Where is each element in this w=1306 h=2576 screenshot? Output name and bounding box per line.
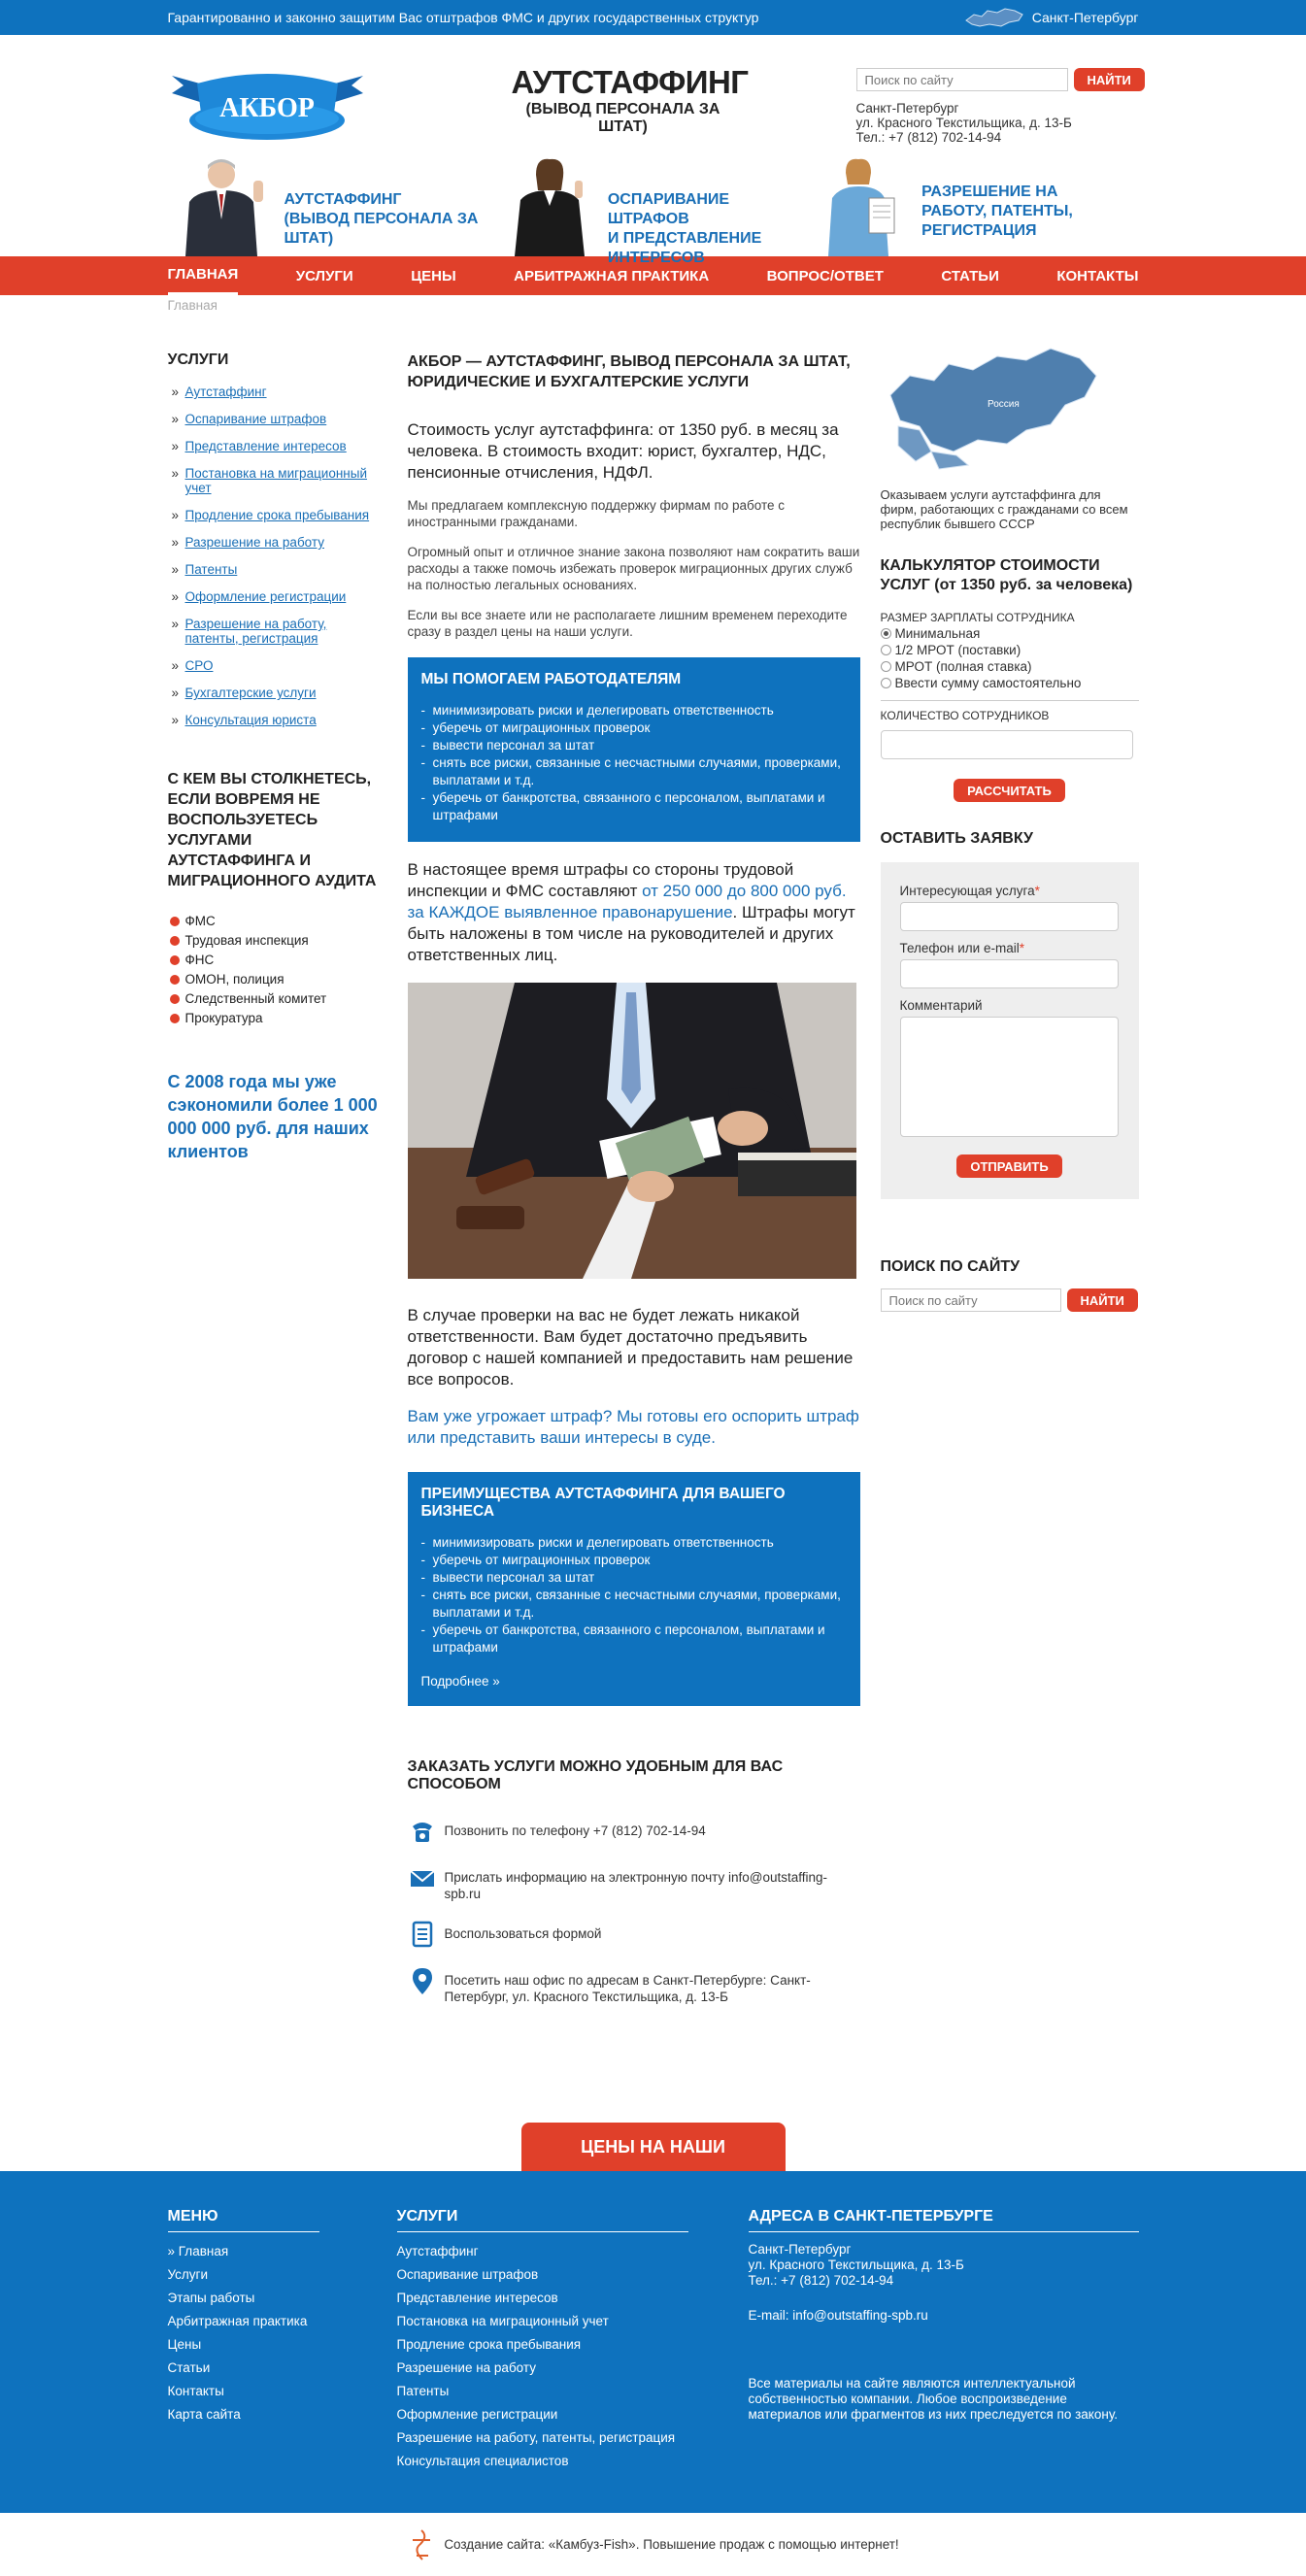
map-label: Россия <box>987 399 1020 410</box>
services-heading: УСЛУГИ <box>167 351 229 368</box>
list-item: Следственный комитет <box>168 991 382 1006</box>
banners <box>0 151 1306 266</box>
location-pin-icon <box>408 1966 437 1995</box>
footer <box>0 2171 1306 2513</box>
credits-text: : «Камбуз-Fish». Повышение продаж с помощью интернет! <box>541 2537 899 2552</box>
agencies-list <box>168 914 382 1025</box>
court-representation-link[interactable]: представить ваши интересы в суде <box>440 1428 712 1447</box>
footer-addr-line: Тел.: +7 (812) 702-14-94 <box>748 2273 894 2288</box>
footer-copyright: Все материалы на сайте являются интеллектуальной собственностью компании. Любое воспроизведение материалов или фрагментов из них преследуется по закону. <box>748 2376 1118 2422</box>
order-methods <box>408 1817 860 2005</box>
order-heading: ЗАКАЗАТЬ УСЛУГИ МОЖНО УДОБНЫМ ДЛЯ ВАС СПОСОБОМ <box>407 1758 784 1792</box>
employee-count-label: КОЛИЧЕСТВО СОТРУДНИКОВ <box>880 709 1050 722</box>
order-email <box>408 1863 860 1902</box>
list-item <box>168 412 382 426</box>
order-text: Позвонить по телефону +7 (812) 702-14-94 <box>444 1823 706 1838</box>
judge-woman-image <box>501 151 608 256</box>
threat-text: . <box>711 1428 716 1447</box>
sidebar-search-input[interactable] <box>881 1288 1061 1312</box>
list-item <box>168 535 382 550</box>
salary-option[interactable] <box>881 643 1139 657</box>
site-search-heading: ПОИСК ПО САЙТУ <box>880 1258 1021 1275</box>
threat-paragraph <box>408 1406 860 1449</box>
threat-text: Вам уже угрожает штраф? Мы готовы его <box>407 1407 732 1425</box>
nav-services[interactable]: УСЛУГИ <box>295 267 353 284</box>
main-nav <box>0 256 1306 295</box>
radio-button[interactable] <box>881 678 891 688</box>
footer-services-heading: УСЛУГИ <box>397 2208 688 2232</box>
service-link[interactable]: Оспаривание штрафов <box>184 412 327 426</box>
footer-addr-line: Санкт-Петербург <box>748 2242 852 2257</box>
footer-email[interactable]: E-mail: info@outstaffing-spb.ru <box>748 2308 928 2323</box>
contact-label-text: Телефон или e-mail <box>899 941 1020 955</box>
required-mark: * <box>1034 884 1040 898</box>
banner-line: (ВЫВОД ПЕРСОНАЛА ЗА ШТАТ) <box>284 211 479 247</box>
list-item: - вывести персонал за штат <box>421 1569 847 1587</box>
list-item: - минимизировать риски и делегировать ответственность <box>421 702 847 719</box>
service-link[interactable]: Аутстаффинг <box>184 385 267 399</box>
footer-link[interactable]: » Главная <box>167 2244 229 2258</box>
search-button[interactable]: НАЙТИ <box>1074 68 1145 91</box>
sidebar-search <box>881 1288 1139 1312</box>
service-link[interactable]: Представление интересов <box>184 439 347 453</box>
service-label-text: Интересующая услуга <box>899 884 1035 898</box>
radio-button[interactable] <box>881 628 891 639</box>
footer-link[interactable]: Статьи <box>167 2360 211 2375</box>
banner-outstaffing-text <box>285 190 491 249</box>
banner-line: И ПРЕДСТАВЛЕНИЕ ИНТЕРЕСОВ <box>607 230 762 266</box>
header-search <box>856 68 1145 91</box>
service-link[interactable]: Продление срока пребывания <box>184 508 370 522</box>
order-office <box>408 1966 860 2005</box>
footer-addresses <box>749 2208 1139 2473</box>
calculator-heading: КАЛЬКУЛЯТОР СТОИМОСТИ УСЛУГ (от 1350 руб. за человека) <box>880 557 1133 593</box>
judge-bribe-photo <box>408 983 856 1279</box>
list-item: Трудовая инспекция <box>168 933 382 948</box>
salary-label: РАЗМЕР ЗАРПЛАТЫ СОТРУДНИКА <box>880 611 1075 624</box>
contact-field[interactable] <box>900 959 1119 988</box>
footer-services <box>397 2208 688 2473</box>
list-item: ФНС <box>168 953 382 967</box>
inspection-paragraph: В случае проверки на вас не будет лежать никакой ответственности. Вам будет достаточно предъявить договор с нашей компанией и предоставить нам решение все вопросов. <box>407 1306 854 1388</box>
footer-link[interactable]: Аутстаффинг <box>396 2244 479 2258</box>
contact-city: Санкт-Петербург <box>855 101 959 116</box>
footer-link[interactable]: Контакты <box>167 2384 224 2398</box>
envelope-icon <box>408 1863 437 1892</box>
prices-button[interactable]: ЦЕНЫ НА НАШИ <box>521 2123 786 2171</box>
footer-link[interactable]: Представление интересов <box>396 2291 558 2305</box>
advantages-title: ПРЕИМУЩЕСТВА АУТСТАФФИНГА ДЛЯ ВАШЕГО БИЗНЕСА <box>420 1486 786 1520</box>
footer-link[interactable]: Разрешение на работу <box>396 2360 536 2375</box>
order-text: Воспользоваться формой <box>444 1926 602 1941</box>
radio-label: МРОТ (полная ставка) <box>894 659 1032 674</box>
footer-link[interactable]: Арбитражная практика <box>167 2314 308 2328</box>
site-title-block <box>511 64 749 136</box>
banner-outstaffing[interactable] <box>168 151 491 256</box>
footer-link[interactable]: Постановка на миграционный учет <box>396 2314 609 2328</box>
footer-link[interactable]: Разрешение на работу, патенты, регистрация <box>396 2430 676 2445</box>
right-sidebar <box>881 329 1139 2023</box>
order-text: Посетить наш офис по адресам в Санкт-Петербурге: Санкт-Петербург, ул. Красного Текстильщика, д. 13-Б <box>444 1973 811 2004</box>
list-item <box>168 686 382 700</box>
services-list <box>168 385 382 727</box>
service-link[interactable]: Патенты <box>184 562 238 577</box>
experience-paragraph: Огромный опыт и отличное знание закона позволяют нам сократить ваши расходы а также помочь избежать проверок миграционных других служб на полностью легальных основаниях. <box>407 545 860 592</box>
city-label[interactable]: Санкт-Петербург <box>1031 10 1139 25</box>
akbor-logo[interactable] <box>168 64 367 144</box>
footer-menu <box>168 2208 319 2473</box>
banner-permits[interactable] <box>815 151 1138 256</box>
service-link[interactable]: Постановка на миграционный учет <box>184 466 368 495</box>
fines-text: . Штрафы могут быть наложены в том числе на руководителей и других ответственных лиц. <box>407 903 855 964</box>
advantages-box <box>408 1472 860 1706</box>
list-item <box>168 439 382 453</box>
footer-link[interactable]: Услуги <box>167 2267 209 2282</box>
calculate-button[interactable]: РАССЧИТАТЬ <box>954 779 1065 802</box>
footer-link[interactable]: Цены <box>167 2337 202 2352</box>
left-sidebar <box>168 329 382 2023</box>
footer-link[interactable]: Оспаривание штрафов <box>396 2267 539 2282</box>
agencies-heading: С КЕМ ВЫ СТОЛКНЕТЕСЬ, ЕСЛИ ВОВРЕМЯ НЕ ВОСПОЛЬЗУЕТЕСЬ УСЛУГАМИ АУТСТАФФИНГА И МИГРАЦИОННОГО АУДИТА <box>167 771 377 889</box>
city-selector[interactable] <box>964 5 1139 30</box>
banner-permits-text <box>921 183 1073 241</box>
list-item: ФМС <box>168 914 382 928</box>
banner-line: ОСПАРИВАНИЕ ШТРАФОВ <box>607 191 730 227</box>
footer-link[interactable]: Этапы работы <box>167 2291 255 2305</box>
list-item: - снять все риски, связанные с несчастными случаями, проверками, выплатами и т.д. <box>421 1587 847 1622</box>
request-heading: ОСТАВИТЬ ЗАЯВКУ <box>880 830 1033 847</box>
map-caption: Оказываем услуги аутстаффинга для фирм, работающих с гражданами со всем республик бывшего СССР <box>880 487 1128 531</box>
woman-clipboard-image <box>815 151 921 256</box>
dispute-fine-link[interactable]: оспорить штраф <box>731 1407 859 1425</box>
top-bar <box>0 0 1306 35</box>
list-item: - минимизировать риски и делегировать ответственность <box>421 1534 847 1552</box>
help-box <box>408 657 860 842</box>
salary-option[interactable] <box>881 676 1139 690</box>
list-item <box>168 466 382 495</box>
employee-count-input[interactable] <box>881 730 1133 759</box>
list-item: - уберечь от миграционных проверок <box>421 1552 847 1569</box>
footer-link[interactable]: Карта сайта <box>167 2407 241 2422</box>
nav-faq[interactable]: ВОПРОС/ОТВЕТ <box>766 267 884 284</box>
divider <box>881 700 1139 701</box>
list-item: - снять все риски, связанные с несчастными случаями, проверками, выплатами и т.д. <box>421 754 847 789</box>
fines-paragraph <box>408 859 860 966</box>
service-link[interactable]: Разрешение на работу, патенты, регистрация <box>184 617 327 646</box>
russia-map-image <box>881 337 1104 473</box>
list-item: Прокуратура <box>168 1011 382 1025</box>
help-list <box>421 702 847 824</box>
service-link[interactable]: Оформление регистрации <box>184 589 347 604</box>
bottom-credits <box>0 2513 1306 2576</box>
banner-line: РЕГИСТРАЦИЯ <box>921 222 1037 239</box>
banner-line: РАБОТУ, ПАТЕНТЫ, <box>921 203 1073 219</box>
nav-articles[interactable]: СТАТЬИ <box>941 267 999 284</box>
savings-promo: С 2008 года мы уже сэкономили более 1 000 000 000 руб. для наших клиентов <box>167 1072 378 1161</box>
contact-phone: Тел.: +7 (812) 702-14-94 <box>855 130 1002 145</box>
banner-fines[interactable] <box>491 151 815 266</box>
search-input[interactable] <box>856 68 1068 91</box>
service-field-label <box>900 884 1120 898</box>
russia-map-icon <box>964 5 1024 30</box>
list-item: - уберечь от банкротства, связанного с персоналом, выплатами и штрафами <box>421 789 847 824</box>
help-box-title: МЫ ПОМОГАЕМ РАБОТОДАТЕЛЯМ <box>420 671 682 687</box>
more-link[interactable]: Подробнее » <box>420 1674 500 1689</box>
list-item <box>168 658 382 673</box>
service-field[interactable] <box>900 902 1119 931</box>
footer-menu-heading: МЕНЮ <box>168 2208 319 2232</box>
salary-option[interactable] <box>881 659 1139 674</box>
order-phone <box>408 1817 860 1846</box>
list-item <box>168 713 382 727</box>
comment-field-label: Комментарий <box>899 998 983 1013</box>
site-subtitle: (ВЫВОД ПЕРСОНАЛА ЗА ШТАТ) <box>525 101 720 135</box>
radio-label: Минимальная <box>894 626 981 641</box>
contact-field-label <box>900 941 1120 955</box>
list-item <box>168 508 382 522</box>
phone-icon <box>408 1817 437 1846</box>
radio-label: Ввести сумму самостоятельно <box>894 676 1082 690</box>
footer-link[interactable]: Продление срока пребывания <box>396 2337 582 2352</box>
businessman-image <box>168 151 275 256</box>
service-link[interactable]: СРО <box>184 658 214 673</box>
price-lead: Стоимость услуг аутстаффинга: от 1350 руб. в месяц за человека. В стоимость входит: юрист, бухгалтер, НДС, пенсионные отчисления, НДФЛ. <box>407 420 839 482</box>
breadcrumb[interactable]: Главная <box>167 298 218 313</box>
logo-text: АКБОР <box>218 93 315 123</box>
footer-link[interactable]: Оформление регистрации <box>396 2407 558 2422</box>
list-item: ОМОН, полиция <box>168 972 382 987</box>
banner-line: РАЗРЕШЕНИЕ НА <box>921 184 1058 200</box>
salary-option[interactable] <box>881 626 1139 641</box>
footer-link[interactable]: Консультация специалистов <box>396 2454 569 2468</box>
order-text: Прислать информацию на электронную почту info@outstaffing-spb.ru <box>444 1870 828 1901</box>
footer-link[interactable]: Патенты <box>396 2384 450 2398</box>
contact-address: ул. Красного Текстильщика, д. 13-Б <box>855 116 1072 130</box>
service-link[interactable]: Бухгалтерские услуги <box>184 686 317 700</box>
footer-addr-line: ул. Красного Текстильщика, д. 13-Б <box>748 2258 964 2272</box>
nav-contacts[interactable]: КОНТАКТЫ <box>1056 267 1139 284</box>
form-icon <box>408 1920 437 1949</box>
radio-label: 1/2 МРОТ (поставки) <box>894 643 1021 657</box>
threat-text: или <box>407 1428 441 1447</box>
send-button[interactable]: ОТПРАВИТЬ <box>956 1154 1061 1178</box>
footer-addr-heading: АДРЕСА В САНКТ-ПЕТЕРБУРГЕ <box>749 2208 1139 2232</box>
nav-prices[interactable]: ЦЕНЫ <box>411 267 456 284</box>
list-item <box>168 617 382 646</box>
fines-text: В настоящее время штрафы со стороны трудовой инспекции и ФМС составляют <box>407 860 794 900</box>
request-form <box>881 862 1139 1199</box>
site-creation-link[interactable]: Создание сайта <box>444 2537 542 2552</box>
site-title: АУТСТАФФИНГ <box>511 64 749 100</box>
service-link[interactable]: Разрешение на работу <box>184 535 324 550</box>
slogan: Гарантированно и законно защитим Вас отштрафов ФМС и других государственных структур <box>167 10 759 25</box>
list-item: - уберечь от миграционных проверок <box>421 719 847 737</box>
order-form <box>408 1920 860 1949</box>
advantages-list <box>421 1534 847 1656</box>
list-item <box>168 385 382 399</box>
banner-line: АУТСТАФФИНГ <box>284 191 402 208</box>
list-item: - вывести персонал за штат <box>421 737 847 754</box>
intro-paragraph: Мы предлагаем комплексную поддержку фирмам по работе с иностранными гражданами. <box>407 498 786 529</box>
list-item <box>168 589 382 604</box>
kambuz-fish-logo-icon <box>407 2526 436 2563</box>
footer-address <box>749 2242 1139 2289</box>
prices-hint-paragraph: Если вы все знаете или не располагаете лишним временем переходите сразу в раздел цены на наши услуги. <box>407 608 848 639</box>
radio-button[interactable] <box>881 661 891 672</box>
list-item <box>168 562 382 577</box>
required-mark: * <box>1019 941 1024 955</box>
fines-amount: от 250 000 до 800 000 руб. за КАЖДОЕ выявленное правонарушение <box>407 882 847 921</box>
comment-textarea[interactable] <box>900 1017 1119 1137</box>
header-contacts <box>856 101 1072 145</box>
header <box>0 35 1306 151</box>
radio-button[interactable] <box>881 645 891 655</box>
nav-arbitration[interactable]: АРБИТРАЖНАЯ ПРАКТИКА <box>514 267 710 284</box>
list-item: - уберечь от банкротства, связанного с персоналом, выплатами и штрафами <box>421 1622 847 1656</box>
main-content <box>408 329 860 2023</box>
page-heading: АКБОР — АУТСТАФФИНГ, ВЫВОД ПЕРСОНАЛА ЗА ШТАТ, ЮРИДИЧЕСКИЕ И БУХГАЛТЕРСКИЕ УСЛУГИ <box>407 353 851 390</box>
nav-home[interactable]: ГЛАВНАЯ <box>168 256 239 295</box>
service-link[interactable]: Консультация юриста <box>184 713 317 727</box>
sidebar-search-button[interactable]: НАЙТИ <box>1067 1288 1138 1312</box>
